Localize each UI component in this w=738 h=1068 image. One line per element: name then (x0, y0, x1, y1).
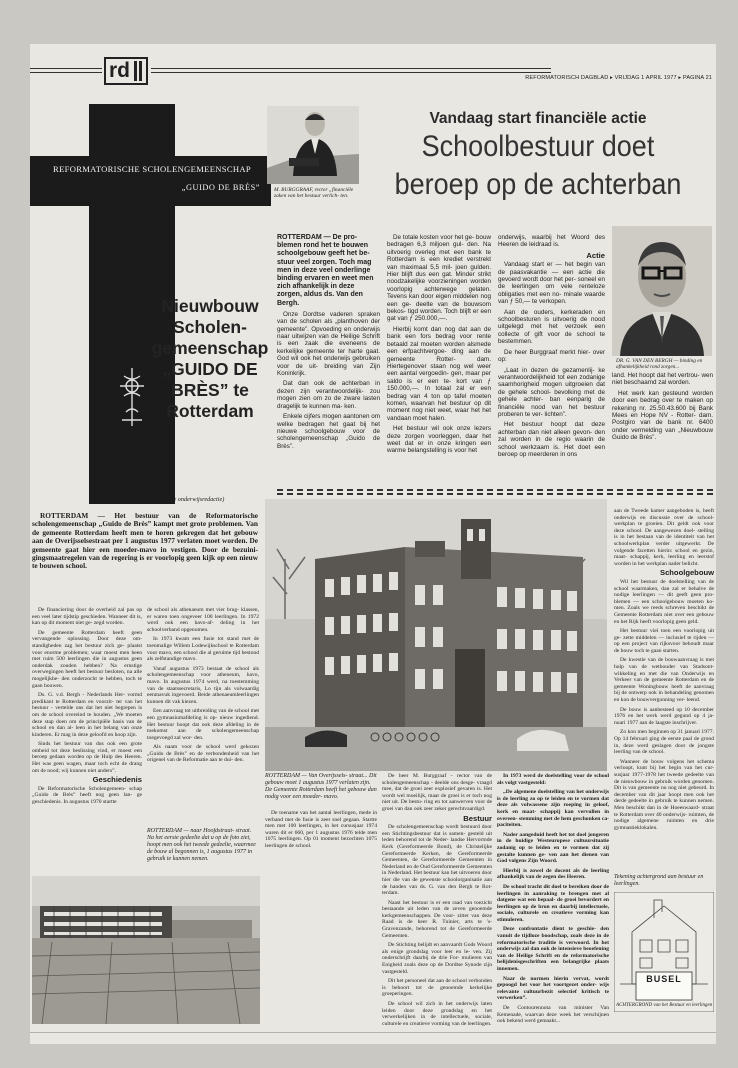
lower-col2-paragraph: Als naam voor de school werd gekozen „Guido de Brès” en de verbondenheid van het origenel van de Reformatie aan te dui- den. (147, 744, 259, 764)
mid-column-3 (497, 773, 609, 1041)
right-col-paragraph: Wil het bestuur de doelstelling van de school waarmaken, dan zal er behalve de nodige leerlingen — dit geeft geen pro- blemen — een schoolgebouw moeten ko- men. Zoals we reeds schreven beschikt de Gemeente Rotterdam niet over een gebouw en het Rijk heeft voorlopig geen geld. (614, 578, 714, 625)
paper-line: REFORMATORISCH DAGBLAD ▸ VRIJDAG 1 APRIL 1977 ▸ PAGINA 21 (525, 75, 712, 81)
portrait-burggraaf (267, 106, 359, 184)
section-divider (277, 493, 713, 495)
mid-column-2 (382, 773, 492, 1041)
top-col3-paragraph: De heer Burggraaf merkt hier- over op: (498, 348, 605, 364)
top-col1-paragraph: Enkele cijfers mogen aantonen om welke bedragen het gaat bij het nieuwe schoolgebouw voor de scholengemeenschap „Guido de Brès”. (277, 413, 380, 450)
top-col4-paragraph: Het werk kan gesteund worden door een bedrag over te maken op rekening nr. 25.50.43.600 bij Bank Mees en Hope NV - Rotter- dam. Postgiro van de bank nr. 6400 onder vermelding van „Nieuwbouw Guido de Brès”. (612, 389, 713, 442)
portrait-van-den-bergh (612, 226, 712, 356)
mid-col3-paragraph: De Contourennota van minister Van Kemenade, waarvan deze week het verschijnen ook bekend werd gemaakt... (497, 1005, 609, 1025)
mid-col3-paragraph: Deze confrontatie dient te geschie- den vanuit de tijdloze boodschap, zoals deze in de reformatorische traditie is verwoord. In het onderwijs zal dan ook de intensieve beoefening van de Heilige Schrift en de reformatorische belijdenisgeschriften een belangrijke plaats innemen. (497, 926, 609, 973)
lower-col2-paragraph: Een aanvraag tot uitbreiding van de school met een gymnasiumafdeling is op- nieuw ingediend. Het bestuur hoopt dat ook deze afdeling in de toekomst aan de scholengemeenschap toegevoegd zal wor- den. (147, 708, 259, 741)
masthead-rule-mid (151, 68, 551, 69)
portrait2-caption: DR. G. VAN DEN BERGH — binding en afhankelijkheid rond zorgen... (616, 358, 703, 371)
top-column-2 (387, 234, 491, 514)
lower-col1-paragraph: De Reformatorische Scholengemeen- schap „Guido de Brès” heeft nog geen lan- ge geschiedenis. In augustus 1970 startte (32, 785, 142, 806)
top-column-3 (498, 234, 605, 514)
top-col2-paragraph: Hierbij komt dan nog dat aan de bank een fors bedrag voor rente betaald zal moeten worden alsmede een erfpachtvergoe- ding aan de gemeente Rotter- dam. Hiertegenover staan nog wel weer een aantal vergoedin- gen, maar per saldo is er een te- kort van ƒ 150.000,—. In totaal zal er een bedrag van 4 ton op tafel moeten komen, waarvan het bestuur op dit moment nog niet weet, waar het het vandaan moet halen. (387, 325, 491, 422)
mid-column-1 (265, 810, 377, 870)
section-divider (277, 489, 713, 491)
top-col1-paragraph: Dat dan ook de achterban in dezen zijn verantwoordelijk- zou mogen zien om zo de zware lasten dragelijk te kunnen ma- ken. (277, 380, 380, 410)
lower-col1-paragraph: Sinds het bestuur van dus ook een grote omheid tot deze beslissing vind, er moest een beroep gedaan worden op de Hulp des Heeren. Het was geen wagen, maar toch echt de drang om de nood; wij kunnen niet anders”. (32, 741, 142, 774)
photo-school-building (265, 499, 607, 771)
side-headline-line: Scholen- (173, 317, 247, 337)
caption-overijssel: ROTTERDAM — Van Overijssels- straat... Dit gebouw moet 1 augustus 1977 verlaten zijn. De Gemeente Rotterdam heeft het gebouw dan nodig voor een moeder- mavo. (265, 773, 377, 800)
mid-col2-paragraph: De school wil zich in het onderwijs laten leiden door deze grondslag en het verwerkelijken in de intellectuele, sociale, culturele en creatieve vorming van de leerlingen. (382, 1001, 492, 1027)
mid-col2-paragraph: De heer M. Burggraaf - rector van de scholengemeenschap - deelde ons desge- vraagd mee, dat de groei zeer explosief gevaren is. Het wordt wel moeilijk, maar de groei is er toch nog niet uit. De bestu- ring en tot aanwerven voor de groei van dan ook zeer zeker gerechtvaardigd. (382, 773, 492, 812)
top-col1-paragraph: Onze Dordtse vaderen spraken van de scholen als „planthoven der gemeente”. Opvoeding en onderwijs naar uitwijzen van de Heilige Schrift is een zaak die eveneens de kerkelijke gemeente ter harte gaat. God wil ook het onderwijs gebruiken voor de uit- breiding van Zijn Koninkrijk. (277, 310, 380, 378)
mid-col2-paragraph: De scholengemeenschap wordt bestuurd door een Stichtingsbestuur dat is samen- gesteld uit leden behorend tot de Neder- landse Hervormde Kerk (Gereformeerde Bond), de Christelijke Gereformeerde Kerken, de Gereformeerde Gemeenten, de Gereformeerde Gemeenten in Nederland en de Oud Gereformeerde Gemeenten in Nederland. Het bestuur kan het uitvoeren door hier die van de gewenste schoolorganisatie aan de handen van ds. G. van den Bergh te Rot- terdam. (382, 824, 492, 897)
banner-line-1: REFORMATORISCHE SCHOLENGEMEENSCHAP (53, 164, 251, 174)
mid-col2-paragraph: Dit het personeel dat aan de school verbonden is behoort tot de genoemde kerkelijke groeperingen. (382, 978, 492, 998)
right-col-paragraph: De bouw is aanbesteed op 10 december 1976 en het werk werd gegund op 4 ja- nuari 1977 aan de laagste inschrijver. (614, 706, 714, 726)
masthead-rule-mid-2 (151, 72, 551, 73)
mid-col1-paragraph: De toename van het aantal leerlingen, mede in verband met de fusie is zeer snel gegaan. Startte men met 100 leerlingen, in het cursusjaar 1974 waren dit er 660, per 1 augustus 1976 telde men 1075 leerlingen. Op 01 moment bezochten 1075 leerlingen de school. (265, 810, 377, 849)
top-col3-paragraph: Aan de ouders, kerkeraden en schoolbesturen is uitvoerig de nood uitgelegd met het verzoek een collecte of gift voor de school te bestemmen. (498, 308, 605, 346)
top-col2-paragraph: De totale kosten voor het ge- bouw bedragen 6,3 miljoen gul- den. Na uitvoerig overleg met een bank te Rotterdam is een krediet verstrekt van maximaal 5,5 mil- joen gulden. Hier blijft dus een gat. Minder strikt noodzakelijke voorzieningen worden voorlopig achterwege gelaten. Tevens kan door eigen middelen nog een ge- deelte van de bouwsom bekos- tigd worden. Toch blijft er een gat van ƒ 250.000,—. (387, 234, 491, 323)
headline-main-1: Schoolbestuur doet (421, 130, 655, 163)
newspaper-page (30, 44, 716, 1044)
side-headline-line: gemeenschap (151, 338, 269, 358)
top-col4-paragraph: land. Het hoopt dat het vertrou- wen niet beschaamd zal worden. (612, 372, 713, 387)
top-col3-paragraph: „Laat in dezen de gezamenlij- ke verantwoordelijkheid tot een zodanige saamhorigheid mogen uitgroeien dat de gehele school- bevolking met de gehele achter- ban eenparig de financiële nood van het bestuur proberen te ver- lichten”. (498, 366, 605, 418)
drawing-sign-text: BUSEL (646, 974, 682, 984)
right-column (614, 508, 714, 870)
drawing-building-sketch (614, 892, 714, 1012)
subhead-geschiedenis: Geschiedenis (92, 775, 142, 785)
side-headline-line: „GUIDO DE (162, 359, 258, 379)
lower-col1-paragraph: De financiering door de overheid zal pas op een veel later tijdstip geschieden. Wanneer dit is, kan op dit moment niet ge- zegd worden. (32, 607, 142, 627)
top-col2-paragraph: Het bestuur wil ook onze lezers deze zorgen voorleggen, daar het weet dat er in onze kringen een warme belangstelling is voor het (387, 425, 491, 455)
mid-col3-paragraph: Hierbij is zowel de docent als de leerling afhankelijk van de zegen des Heeren. (497, 867, 609, 881)
drawing-caption: Tekening achtergrond aan bestuur en leerlingen. (614, 874, 704, 887)
lower-col1-paragraph: De gemeente Rotterdam heeft geen vervangende oplossing. Door deze om- standigheden zag het bestuur zich ge- plaatst voor enorme problemen; waar moest men heen met ruim 500 leerlingen die in augustus geen onderdak zouden hebben? Na ernstige overwegingen heeft het bestuur besloten, na alle mogelijkhe- den onderzocht te hebben, toch te gaan bouwen. (32, 629, 142, 689)
top-col1-lead: ROTTERDAM — De pro- blemen rond het te bouwen schoolgebouw geeft het be- stuur veel zorgen. Toch mag men in deze veel onderlinge binding ervaren en weet men zich afhankelijk in deze zorgen, aldus ds. Van den Bergh. (277, 234, 374, 307)
mid-col3-paragraph: Nader aangeduid heeft het tot doel jongeren in de huidige Westeuropese cultuursituatie zodanig op te leiden en te vormen dat zij gestalte kunnen ge- ven aan het dienen van God volgens Zijn Woord. (497, 831, 609, 865)
lower-col2-paragraph: In 1973 kwam een fusie tot stand met de toenmalige Willem Lodewijkschool te Rotterdam voor mavo, een school die al geruime tijd bestond als zelfstandige mavo. (147, 636, 259, 663)
side-headline (140, 296, 280, 422)
top-col3-paragraph: onderwijs, waarbij het Woord des Heeren de leidraad is. (498, 234, 605, 249)
right-col-paragraph: Zo kon men beginnen op 31 januari 1977. Op 14 februari ging de eerste paal de grond in, deze werd geslagen door de jongste leerling van de school. (614, 729, 714, 756)
right-col-paragraph: De kwestie van de bouwaanvraag is met hulp van de wethouder van Stadsont- wikkeling en met die van Onderwijs en Verkeer van de gemeente Rotterdam en de gemeente Woningbouw heeft de aanvraag bij de ontwerp ook in behandeling genomen en kon de bouwvergunning ver- leend. (614, 657, 714, 704)
photo-new-school (32, 876, 260, 1024)
lower-column-2 (147, 607, 259, 827)
top-column-1 (277, 234, 380, 514)
rd-logo-text: rd (109, 59, 130, 82)
editorial-credit: (Van onze onderwijsredactie) (152, 496, 225, 503)
right-col-paragraph: aan de Tweede kamer aangeboden is, heeft onderwijs en discussie over de school- werkplan te groeien. Dit geldt ook voor deze school. De aangewezen doel- stelling is in het bestaan van de identiteit van het schoolwerkplan verder uitgewerkt. De volgende facetten hierin: school en gezin, maat- schappij, kerk, leerling en leerstof worden in het werkplan nader belicht. (614, 508, 714, 567)
headline-kicker: Vandaag start financiële actie (429, 110, 647, 127)
fleur-emblem-icon (112, 362, 152, 432)
lower-col2-paragraph: Vanaf augustus 1973 bestaat de school als scholengemeenschap voor atheneum, havo, mavo. In augustus 1974 werd, na toestemming van de staatssecretaris, Lo tijn als volwaardig eenmavuk ingevoerd. Beide athenaeumleerlingen kunnen dit vak kiezen. (147, 665, 259, 705)
rd-logo (104, 57, 148, 85)
page-edge-marks (30, 1032, 716, 1033)
lower-col1-paragraph: Ds. G. v.d. Bergh - Nederlands Her- vormd predikant te Rotterdam en voorzit- ter van het bestuur - vertelde ons dat het niet begrepen is om de school overeind te houden. „We moeten deze stap doen om de principiële basis van de school en dan al- leen in het belang van onze kinderen. Er mag in deze geloofd en hoop zijn. (32, 692, 142, 738)
top-col3-paragraph: Het bestuur hoopt dat deze achterban dan niet alleen gevon- den zal worden in de regio waarin de school werkzaam is. Het doet een beroep op meerderen in ons (498, 421, 605, 458)
side-headline-line: Nieuwbouw (161, 296, 259, 316)
subhead-bestuur: Bestuur (463, 813, 492, 823)
caption-hoofdstraat: ROTTERDAM — naar Hoofdstraat- straat. Na het eerste gedeelte dat u op de foto ziet, hoopt men ook het tweede gedeelte, waarmee de bouw al begonnen is, 1 augustus 1977 in gebruik te kunnen nemen. (147, 828, 256, 862)
side-headline-line: BRÈS” te (171, 380, 249, 400)
banner-line-2: „GUIDO DE BRÈS” (181, 183, 260, 192)
mid-col2-paragraph: Naast het bestuur is er een raad van toezicht bestaande uit leden van de zeven genoemde kerkgemeenschappen. De voor- zitter van deze Raad is de heer R. Tuinier, arts te 's-Gravenzande, behorend tot de Gereformeerde Gemeenten. (382, 899, 492, 939)
subhead-schoolgebouw: Schoolgebouw (660, 568, 714, 578)
drawing-footer: ACHTERGROND van het Bestuur en leerlingen (616, 1003, 713, 1008)
masthead-rule-left-2 (30, 72, 102, 73)
right-col-paragraph: Wanneer de bouw volgens het schema verloopt, kunt bij het begin van het cur- susjaar 1977-1978 het tweede gedeelte van de nieuwbouw in gebruik worden genomen. Dit is van gemeente nu nog niet gebeurd. In december van dit jaar hoopt men ook het derde gedeelte in gebruik te kunnen nemen. Men beschikt dan in de Hoeeswaard- straat te Rotterdam over 40 onderwijs- ruimten, de nodige algemene ruimten en drie gymnastieklokalen. (614, 758, 714, 831)
mid-col3-paragraph: De school tracht dit doel te bereiken door de leerlingen in aanraking te brengen met al datgene wat een bepaal- de groei bevordert en leerlingen op de bron en daarbij intellectuele, sociale, culturele en creatieve vorming kan stimuleren. (497, 883, 609, 923)
side-headline-line: Rotterdam (166, 401, 254, 421)
mid-col3-paragraph: In 1973 werd de doelstelling voor de school als volgt vastgesteld: (497, 773, 609, 786)
top-col3-paragraph: Vandaag start er — het begin van de paasvakantie — een actie die gevoerd wordt door het per- soneel en de leerlingen om vele renteloze obligaties met een no- minale waarde van ƒ 50,— te verkopen. (498, 261, 605, 306)
portrait1-caption: M. BURGGRAAF, rector „financiële zaken van het bestuur verlich- ten. (274, 187, 354, 200)
mid-col3-paragraph: „De algemene doelstelling van het onderwijs is de leerling zo op te leiden en te vormen dat deze als volwassene zijn roeping in geloof, kerk en maat- schappij kan vervullen in overeen- stemming met de hem geschonken ca- paciteiten. (497, 789, 609, 829)
masthead-rule-left (30, 68, 102, 69)
lower-lead: ROTTERDAM — Het bestuur van de Reformatorische scholengemeenschap „Guido de Brès” kampt met grote problemen. Van de gemeente Rotterdam heeft men te horen gekregen dat het gebouw aan de Overijsselsestraat per 1 augustus 1977 verlaten moet worden. De gemeente gaat hier een moeder-mavo in vestigen. Door de bezuini- gingsmaatregelen van de regering is er voorlopig geen kijk op een nieuw te bouwen school. (32, 512, 258, 571)
lower-col2-paragraph: de school als athenaeum met vier brug- klassen, er waren toen ongeveer 100 leerlingen. In 1972 werd ook een havo-af- deling in het schoolverband opgenomen. (147, 607, 259, 633)
right-col-paragraph: Het bestuur viel toen een voorlopig uit ge- zette middelen — inclusief te rijden — op een project van rijksvoor behoudt maar de bouw toch te gaan starten. (614, 628, 714, 654)
mid-col3-paragraph: Naar de normen hierin vervat, wordt gepoogd het voor het voortgezet onder- wijs relevante cultuurbezit selectief kritisch te verwerken”. (497, 975, 609, 1002)
headline-main-2: beroep op de achterban (394, 168, 682, 201)
subhead-actie: Actie (586, 250, 605, 260)
mid-col2-paragraph: De Stichting belijdt en aanvaardt Gods Woord als enige grondslag voor leer en le- ven. Zij onderschrijft daarbij de drie For- mulieren van Enigheid zoals deze op de Dordtse Synode zijn vastgesteld. (382, 942, 492, 975)
lower-column-1 (32, 607, 142, 899)
top-column-4 (612, 372, 713, 492)
